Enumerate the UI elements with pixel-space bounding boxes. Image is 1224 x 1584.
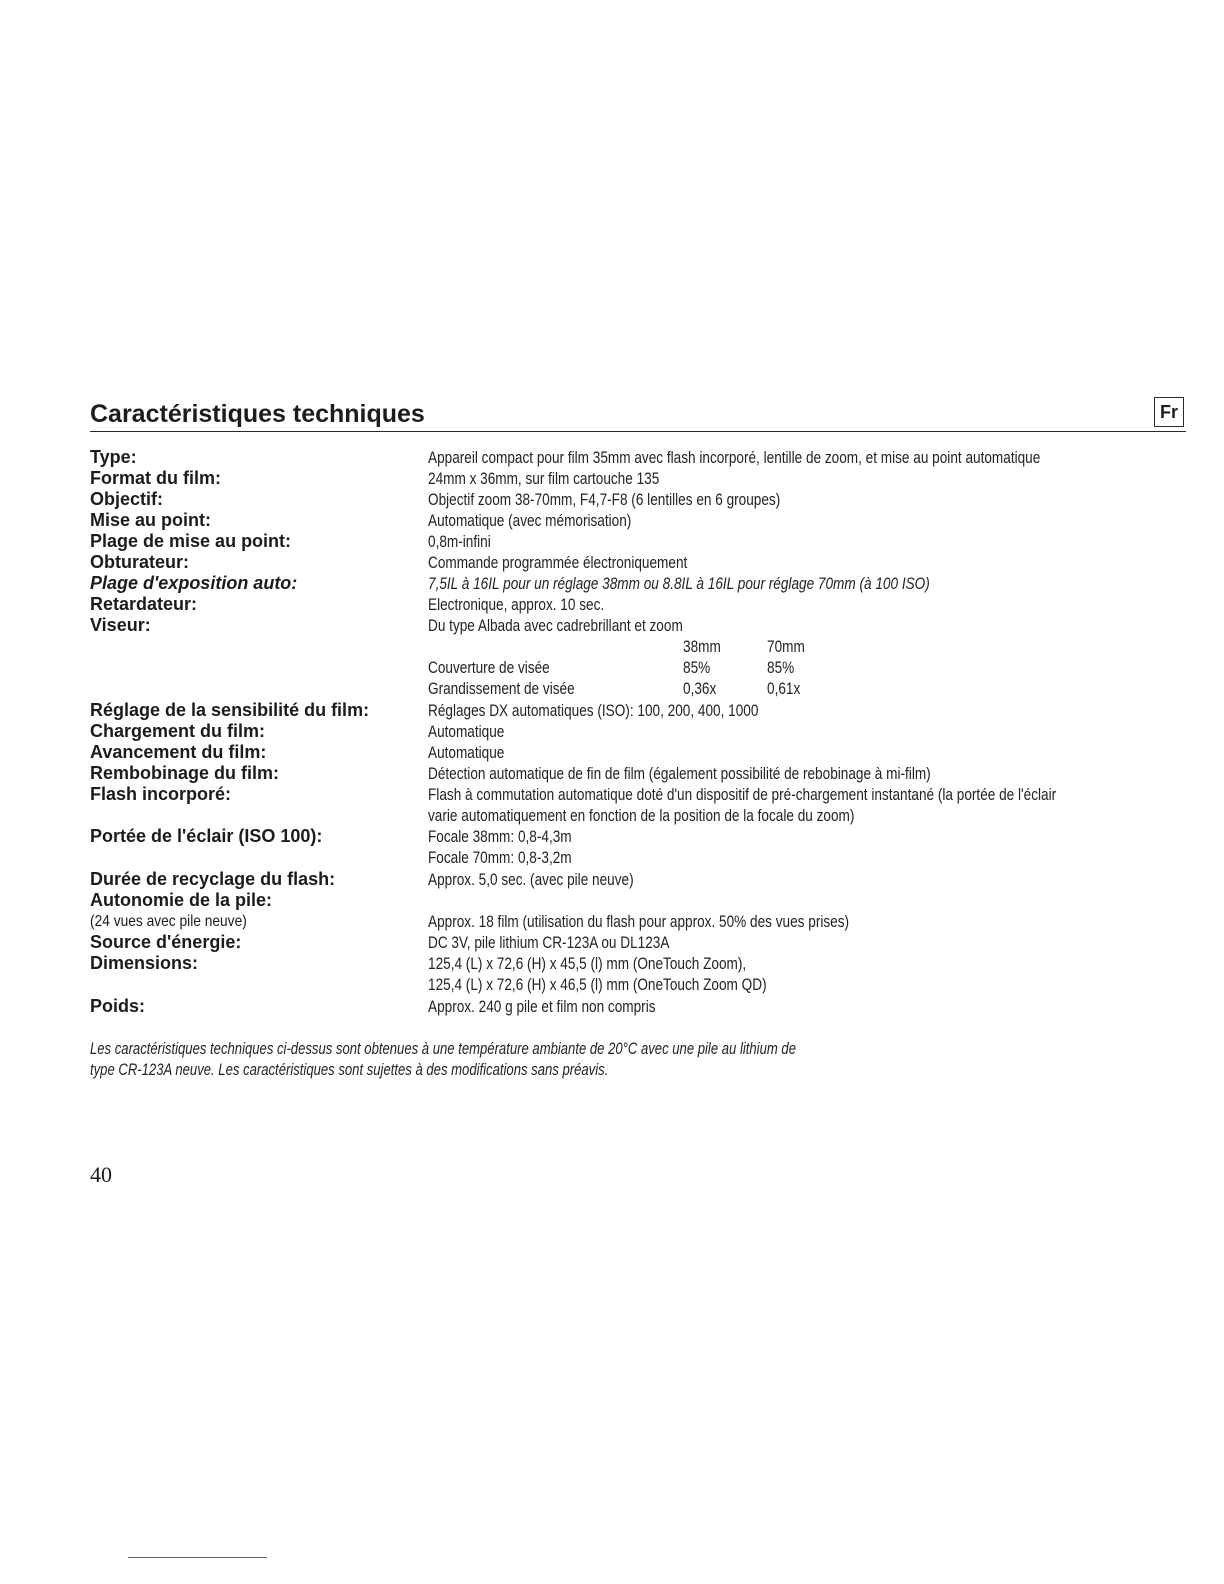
spec-value-self-timer: Electronique, approx. 10 sec. <box>428 595 605 614</box>
footer-line <box>128 1557 267 1558</box>
spec-label-lens: Objectif: <box>90 489 164 509</box>
viewfinder-col-70mm: 70mm <box>767 637 805 656</box>
spec-value-dimensions-2: 125,4 (L) x 72,6 (H) x 46,5 (l) mm (OneTouch Zoom QD) <box>428 975 767 994</box>
spec-label-weight: Poids: <box>90 996 146 1016</box>
spec-label-dimensions: Dimensions: <box>90 953 199 973</box>
spec-value-flash-range-70: Focale 70mm: 0,8-3,2m <box>428 848 572 867</box>
spec-value-power-source: DC 3V, pile lithium CR-123A ou DL123A <box>428 933 670 952</box>
viewfinder-row-coverage-name: Couverture de visée <box>428 658 550 677</box>
spec-label-battery-life: Autonomie de la pile: <box>90 890 273 910</box>
viewfinder-row-magnification-name: Grandissement de visée <box>428 679 575 698</box>
spec-label-flash-recycle: Durée de recyclage du flash: <box>90 869 336 889</box>
spec-label-built-in-flash: Flash incorporé: <box>90 784 232 804</box>
viewfinder-row-magnification-38: 0,36x <box>683 679 717 698</box>
spec-value-type: Appareil compact pour film 35mm avec flash incorporé, lentille de zoom, et mise au point automatique <box>428 448 1041 467</box>
spec-label-film-speed: Réglage de la sensibilité du film: <box>90 700 370 720</box>
spec-value-film-format: 24mm x 36mm, sur film cartouche 135 <box>428 469 660 488</box>
spec-value-exposure-range: 7,5IL à 16IL pour un réglage 38mm ou 8.8IL à 16IL pour réglage 70mm (à 100 ISO) <box>428 574 930 593</box>
viewfinder-row-magnification-70: 0,61x <box>767 679 801 698</box>
page-title: Caractéristiques techniques <box>90 400 425 428</box>
viewfinder-row-coverage-38: 85% <box>683 658 711 677</box>
spec-label-self-timer: Retardateur: <box>90 594 198 614</box>
spec-label-focus: Mise au point: <box>90 510 211 530</box>
spec-label-shutter: Obturateur: <box>90 552 189 572</box>
spec-value-viewfinder: Du type Albada avec cadrebrillant et zoom <box>428 616 683 635</box>
spec-label-film-advance: Avancement du film: <box>90 742 267 762</box>
page-number: 40 <box>90 1162 112 1187</box>
spec-value-film-speed: Réglages DX automatiques (ISO): 100, 200, 400, 1000 <box>428 701 759 720</box>
spec-sublabel-battery-life: (24 vues avec pile neuve) <box>90 913 247 930</box>
spec-value-focus-range: 0,8m-infini <box>428 532 491 551</box>
spec-label-type: Type: <box>90 447 137 467</box>
spec-label-viewfinder: Viseur: <box>90 615 151 635</box>
spec-value-lens: Objectif zoom 38-70mm, F4,7-F8 (6 lentilles en 6 groupes) <box>428 490 781 509</box>
title-rule <box>90 431 1186 432</box>
spec-label-power-source: Source d'énergie: <box>90 932 242 952</box>
spec-label-exposure-range: Plage d'exposition auto: <box>90 573 298 593</box>
spec-value-weight: Approx. 240 g pile et film non compris <box>428 997 656 1016</box>
footnote-line-2: type CR-123A neuve. Les caractéristiques sont sujettes à des modifications sans préavis. <box>90 1060 609 1079</box>
spec-value-built-in-flash-cont: varie automatiquement en fonction de la position de la focale du zoom) <box>428 806 855 825</box>
spec-label-focus-range: Plage de mise au point: <box>90 531 292 551</box>
spec-value-built-in-flash: Flash à commutation automatique doté d'un dispositif de pré-chargement instantané (la portée de l'éclair <box>428 785 1057 804</box>
spec-label-film-loading: Chargement du film: <box>90 721 266 741</box>
viewfinder-col-38mm: 38mm <box>683 637 721 656</box>
spec-value-flash-range-38: Focale 38mm: 0,8-4,3m <box>428 827 572 846</box>
spec-value-focus: Automatique (avec mémorisation) <box>428 511 632 530</box>
viewfinder-row-coverage-70: 85% <box>767 658 795 677</box>
spec-value-flash-recycle: Approx. 5,0 sec. (avec pile neuve) <box>428 870 634 889</box>
spec-label-film-format: Format du film: <box>90 468 221 488</box>
spec-label-flash-range: Portée de l'éclair (ISO 100): <box>90 826 323 846</box>
spec-value-film-advance: Automatique <box>428 743 505 762</box>
spec-value-shutter: Commande programmée électroniquement <box>428 553 688 572</box>
spec-value-film-rewind: Détection automatique de fin de film (également possibilité de rebobinage à mi-film) <box>428 764 931 783</box>
footnote-line-1: Les caractéristiques techniques ci-dessus sont obtenues à une température ambiante de 20°C avec une pile au lithium de <box>90 1039 796 1058</box>
spec-value-battery-life: Approx. 18 film (utilisation du flash pour approx. 50% des vues prises) <box>428 912 850 931</box>
spec-value-film-loading: Automatique <box>428 722 505 741</box>
spec-label-film-rewind: Rembobinage du film: <box>90 763 279 783</box>
spec-value-dimensions-1: 125,4 (L) x 72,6 (H) x 45,5 (l) mm (OneTouch Zoom), <box>428 954 747 973</box>
language-badge: Fr <box>1154 397 1184 427</box>
